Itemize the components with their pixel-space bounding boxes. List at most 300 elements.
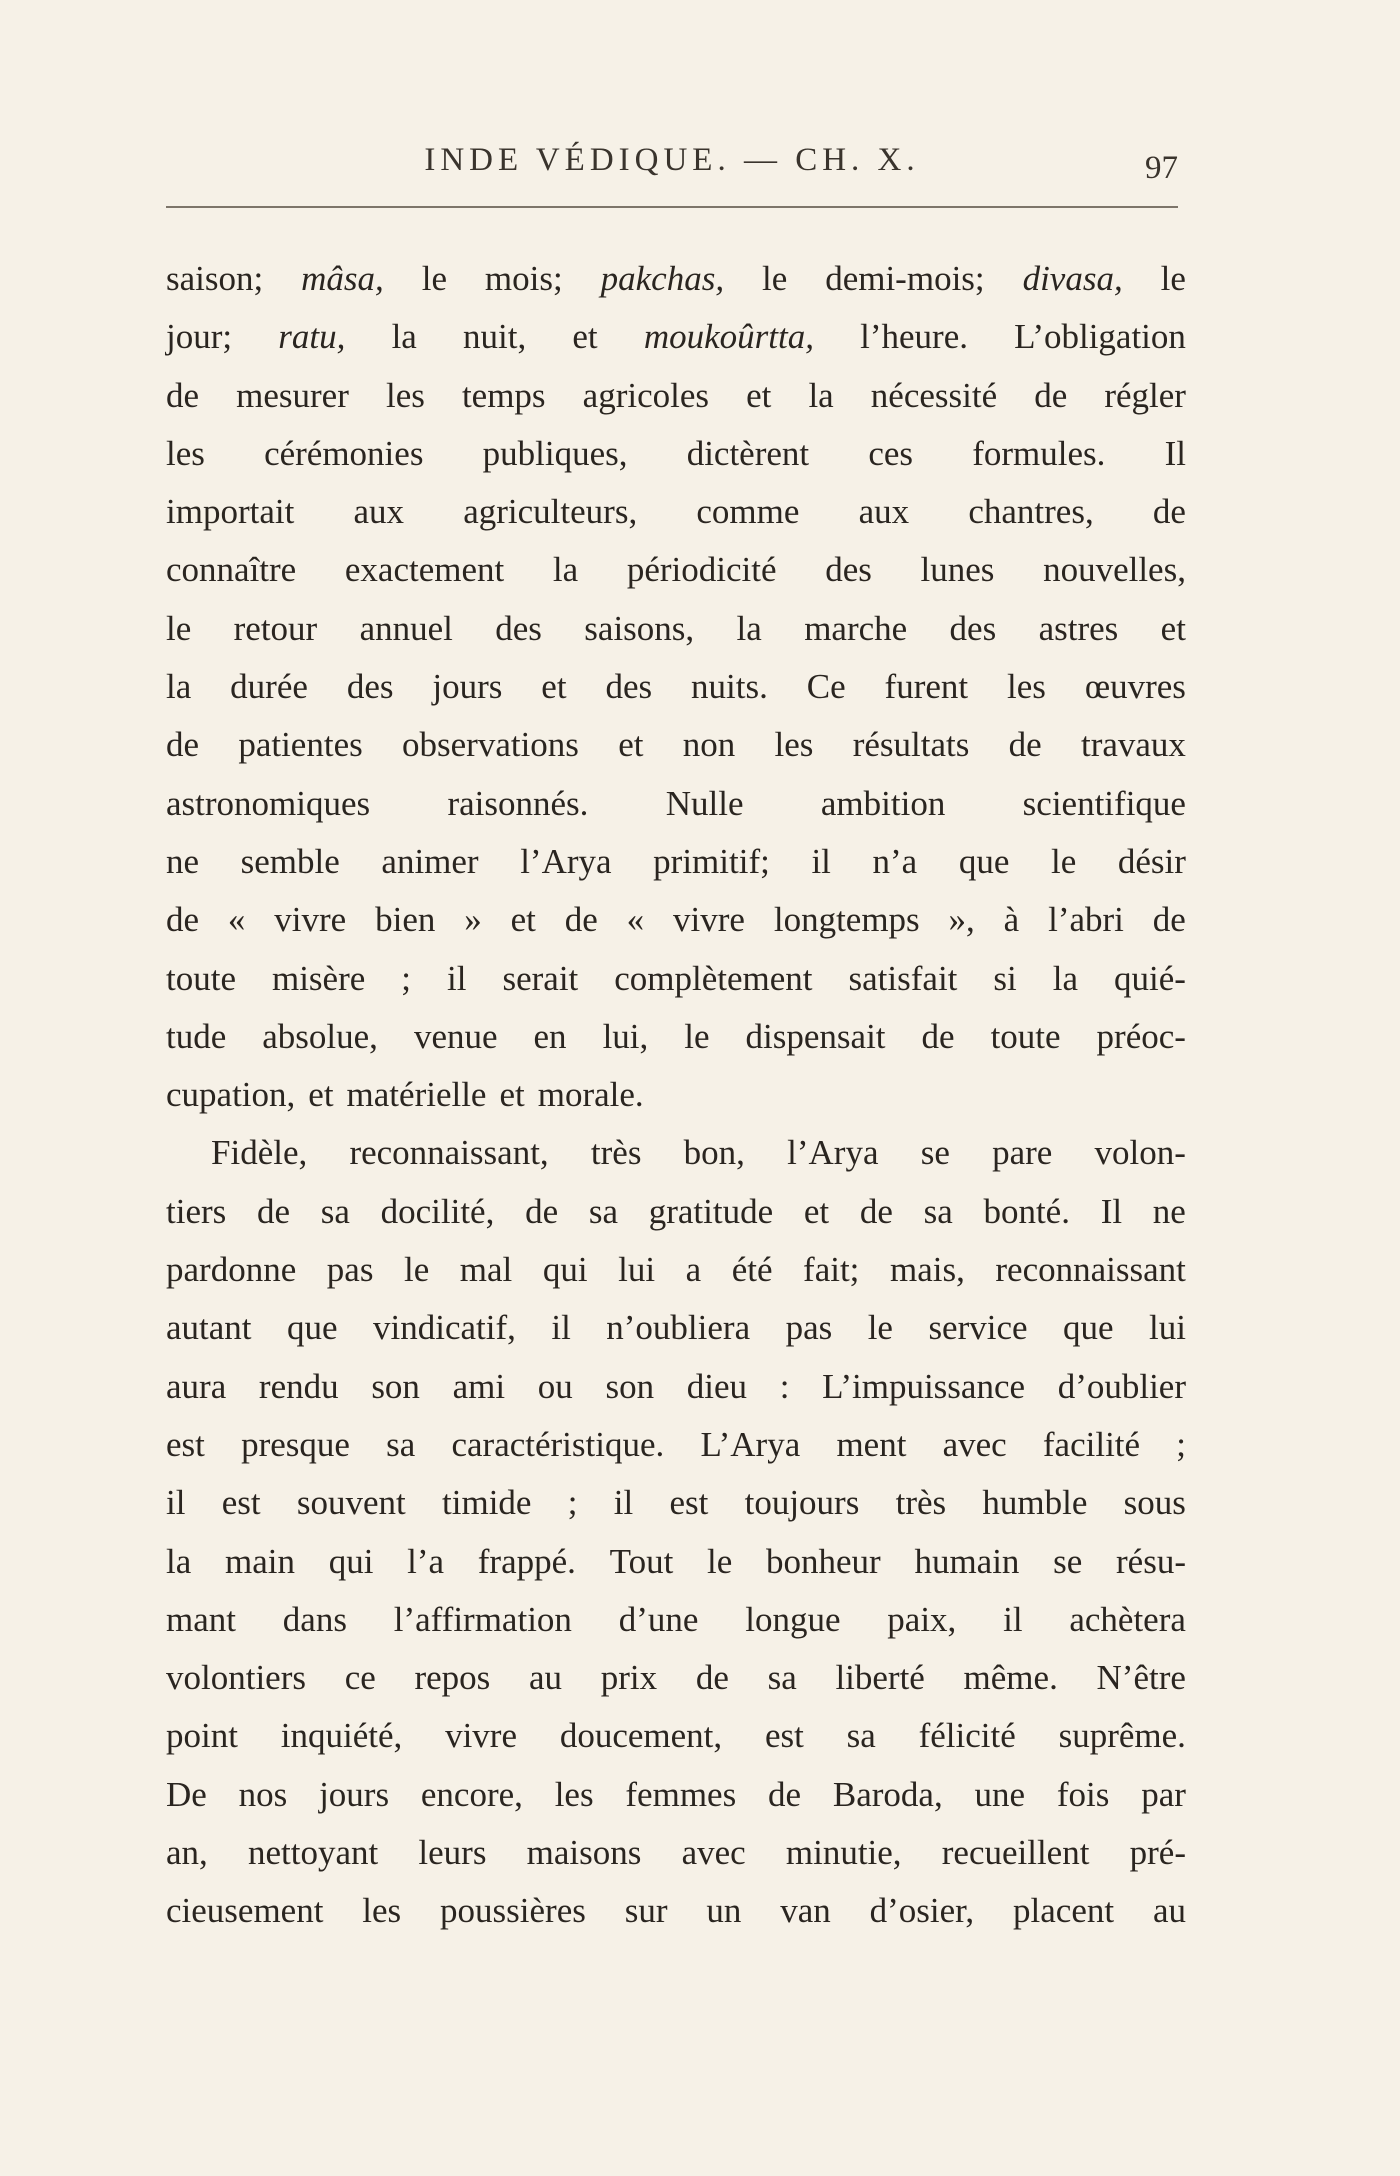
text-line [166,658,1186,716]
word: Il [1164,433,1186,473]
word: la [1052,958,1079,998]
word: De [166,1774,207,1814]
word: complètement [614,958,813,998]
text-line [166,891,1186,949]
word: est [166,1424,205,1464]
word: nuit, [463,317,527,357]
text-line [166,950,1186,1008]
word: il [447,958,467,998]
word: des [605,667,653,707]
word: il [551,1308,571,1348]
word: le [1160,259,1186,298]
word: doucement, [559,1716,723,1756]
word: l’affirmation [393,1599,572,1639]
word: longue [745,1599,841,1639]
word: des [949,608,997,648]
word: résu- [1116,1541,1186,1581]
word: ce [344,1658,376,1698]
word: nouvelles, [1043,550,1186,590]
word: son [371,1366,420,1406]
word: pare [992,1133,1053,1173]
word: ami [452,1366,506,1406]
word: minutie, [785,1833,902,1873]
word: très [590,1133,642,1173]
word: annuel [359,608,453,648]
word: primitif; [653,841,770,881]
word: sa [588,1191,618,1231]
word: la [166,1541,192,1581]
word: van [780,1891,831,1931]
word: jours [432,667,503,707]
word: placent [1013,1891,1115,1931]
word: retour [233,608,318,648]
word: les [385,375,425,415]
word: le [421,259,447,298]
word: le [867,1308,893,1348]
word: bien [375,900,436,940]
word: exactement [344,550,505,590]
word: sur [624,1891,668,1931]
word: service [928,1308,1028,1348]
word: formules. [972,433,1106,473]
italic-word: ratu, [278,317,346,357]
word: par [1141,1774,1186,1814]
word: aura [166,1366,227,1406]
word: nettoyant [247,1833,379,1873]
text-line [166,1299,1186,1357]
word: L’obligation [1014,317,1186,357]
word: ; [401,958,412,998]
word: vivre [445,1716,517,1756]
word: et [541,667,567,707]
word: chantres, [968,492,1094,532]
word: désir [1117,841,1186,881]
word: », [948,900,975,940]
word: il [811,841,831,881]
word: que [1063,1308,1114,1348]
word: se [1053,1541,1083,1581]
word: de [695,1658,729,1698]
text-line [166,425,1186,483]
word: quié- [1114,958,1186,998]
word: pré- [1129,1833,1186,1873]
word: presque [241,1424,350,1464]
word: serait [502,958,579,998]
word: de [768,1774,802,1814]
word: scientifique [1022,783,1186,823]
italic-word: moukoûrtta, [643,317,814,357]
word: l’heure. [860,317,968,357]
word: misère [271,958,366,998]
word: et [746,375,772,415]
word: des [346,667,394,707]
word: volon- [1094,1133,1186,1173]
word: Fidèle, [211,1133,308,1173]
word: les [362,1891,402,1931]
header-rule [166,206,1178,208]
word: animer [381,841,479,881]
word: le [166,608,192,648]
word: et [1160,608,1186,648]
word: connaître [166,550,297,590]
word: » [464,900,482,940]
word: repos [414,1658,491,1698]
word: venue [413,1016,498,1056]
word: avec [942,1424,1007,1464]
word: vivre [673,900,745,940]
word: lunes [920,550,995,590]
word: sous [1123,1483,1186,1523]
word: saison; [166,259,264,298]
word: facilité [1042,1424,1141,1464]
word: et [803,1191,830,1231]
text-line [166,1416,1186,1474]
word: qui [328,1541,374,1581]
word: mesurer [236,375,349,415]
word: marche [804,608,908,648]
word: observations [402,725,579,765]
word: le [403,1250,430,1290]
word: n’a [872,841,918,881]
word: Tout [609,1541,674,1581]
word: Il [1100,1191,1123,1231]
word: est [764,1716,804,1756]
word: les [554,1774,594,1814]
word: durée [230,667,308,707]
page-header [166,136,1178,196]
word: de [859,1191,893,1231]
word: sa [320,1191,350,1231]
word: recueillent [941,1833,1090,1873]
word: : [779,1366,790,1406]
text-line [166,716,1186,774]
running-head: INDE VÉDIQUE. — CH. X. [424,142,920,178]
word: de [525,1191,559,1231]
word: prix [600,1658,658,1698]
word: et [618,725,644,765]
text-line [166,1474,1186,1532]
word: et [572,317,598,357]
word: volontiers [166,1658,306,1698]
word: nuits. [691,667,768,707]
word: mant [166,1599,236,1639]
word: la [736,608,762,648]
word: agricoles [582,375,709,415]
text-line [166,250,1186,308]
word: fois [1056,1774,1110,1814]
word: cupation, [166,1075,296,1115]
word: pardonne [166,1250,297,1290]
word: rendu [258,1366,339,1406]
word: patientes [238,725,363,765]
word: satisfait [848,958,958,998]
word: le [684,1016,710,1056]
text-line [166,1649,1186,1707]
word: bonté. [983,1191,1070,1231]
word: ou [537,1366,573,1406]
word: point [166,1716,238,1756]
word: aux [858,492,910,532]
word: la [808,375,834,415]
word: résultats [852,725,970,765]
word: N’être [1096,1658,1186,1698]
word: dispensait [745,1016,886,1056]
word: Ce [806,667,846,707]
word: reconnaissant [995,1250,1186,1290]
word: morale. [537,1075,644,1115]
word: sa [767,1658,797,1698]
word: son [605,1366,655,1406]
word: ne [166,841,200,881]
page-number: 97 [1145,150,1178,186]
word: ces [868,433,914,473]
word: travaux [1080,725,1186,765]
word: de [921,1016,955,1056]
word: mois; [484,259,563,298]
word: vindicatif, [373,1308,516,1348]
word: liberté [835,1658,925,1698]
word: humain [914,1541,1020,1581]
word: « [227,900,246,940]
word: jour; [166,317,233,357]
word: l’abri [1048,900,1124,940]
word: cérémonies [264,433,424,473]
word: même. [963,1658,1058,1698]
text-line [166,1533,1186,1591]
word: maisons [526,1833,642,1873]
word: astronomiques [166,783,371,823]
word: à [1003,900,1020,940]
word: demi-mois; [825,259,985,298]
word: souvent [296,1483,406,1523]
word: humble [982,1483,1088,1523]
word: reconnaissant, [349,1133,549,1173]
word: d’oublier [1057,1366,1186,1406]
word: l’Arya [787,1133,879,1173]
word: de [166,375,200,415]
word: poussières [440,1891,586,1931]
word: il [166,1483,186,1523]
word: mal [459,1250,513,1290]
word: nos [238,1774,288,1814]
text-line [166,1241,1186,1299]
word: comme [696,492,800,532]
word: avec [681,1833,746,1873]
text-line [166,1766,1186,1824]
word: ne [1152,1191,1186,1231]
word: pas [326,1250,374,1290]
word: régler [1104,375,1186,415]
word: la [391,317,417,357]
word: docilité, [380,1191,495,1231]
word: mais, [889,1250,965,1290]
word: suprême. [1058,1716,1186,1756]
word: non [682,725,736,765]
word: de [1008,725,1042,765]
text-line [166,541,1186,599]
word: une [974,1774,1026,1814]
word: lui [1149,1308,1186,1348]
word: les [774,725,814,765]
word: matérielle [346,1075,487,1115]
word: le [1050,841,1077,881]
word: tude [166,1016,227,1056]
word: lui, [602,1016,649,1056]
word: que [287,1308,338,1348]
word: importait [166,492,295,532]
text-line [166,1183,1186,1241]
word: est [221,1483,261,1523]
word: toute [166,958,236,998]
word: a [685,1250,702,1290]
text-line [166,1882,1186,1940]
word: achètera [1069,1599,1186,1639]
word: il [1003,1599,1023,1639]
word: frappé. [477,1541,576,1581]
text-line [166,308,1186,366]
word: nécessité [870,375,998,415]
word: les [1007,667,1046,707]
word: L’impuissance [822,1366,1026,1406]
word: et [308,1075,334,1115]
word: aux [353,492,405,532]
word: pas [785,1308,833,1348]
word: bon, [683,1133,745,1173]
word: de [1034,375,1068,415]
word: en [533,1016,567,1056]
text-line [166,1707,1186,1765]
word: l’Arya [520,841,612,881]
word: caractéristique. [451,1424,665,1464]
word: de [1152,492,1186,532]
word: les [166,433,205,473]
text-line [166,775,1186,833]
word: dans [282,1599,347,1639]
word: ; [567,1483,578,1523]
text-line [166,600,1186,658]
word: ; [1176,1424,1186,1464]
word: que [958,841,1010,881]
word: félicité [918,1716,1016,1756]
word: sa [846,1716,876,1756]
word: tiers [166,1191,227,1231]
italic-word: mâsa, [301,259,384,298]
italic-word: pakchas, [600,259,725,298]
word: absolue, [262,1016,378,1056]
word: saisons, [584,608,695,648]
word: sa [923,1191,953,1231]
word: et [510,900,536,940]
word: longtemps [773,900,920,940]
word: « [626,900,645,940]
word: fait; [803,1250,860,1290]
text-line [166,1591,1186,1649]
word: et [499,1075,525,1115]
text-line [166,1824,1186,1882]
word: timide [442,1483,532,1523]
word: qui [542,1250,588,1290]
text-line [166,1066,1186,1124]
italic-word: divasa, [1022,259,1123,298]
word: il [613,1483,634,1523]
word: main [224,1541,295,1581]
word: semble [240,841,340,881]
word: au [528,1658,563,1698]
word: Baroda, [832,1774,943,1814]
word: toute [990,1016,1061,1056]
word: temps [461,375,546,415]
word: ambition [820,783,946,823]
word: Nulle [665,783,744,823]
word: autant [166,1308,252,1348]
word: un [706,1891,742,1931]
word: vivre [274,900,347,940]
text-line [166,1124,1186,1182]
word: ment [836,1424,907,1464]
word: la [166,667,192,707]
word: des [495,608,542,648]
word: an, [166,1833,208,1873]
word: d’osier, [869,1891,975,1931]
word: dieu [686,1366,748,1406]
word: furent [884,667,969,707]
word: inquiété, [280,1716,403,1756]
word: dictèrent [686,433,810,473]
text-line [166,1008,1186,1066]
word: bonheur [766,1541,881,1581]
word: sa [386,1424,416,1464]
text-line [166,367,1186,425]
word: lui [618,1250,656,1290]
word: d’une [618,1599,699,1639]
word: n’oubliera [606,1308,751,1348]
word: le [762,259,788,298]
word: femmes [625,1774,737,1814]
word: de [1152,900,1186,940]
word: est [669,1483,709,1523]
word: leurs [418,1833,487,1873]
word: agriculteurs, [463,492,638,532]
word: la [552,550,579,590]
word: des [825,550,872,590]
word: si [993,958,1017,998]
word: de [256,1191,291,1231]
word: astres [1038,608,1119,648]
body-text [166,250,1186,1941]
text-line [166,483,1186,541]
word: préoc- [1096,1016,1186,1056]
word: se [920,1133,950,1173]
word: gratitude [648,1191,774,1231]
text-line [166,1358,1186,1416]
word: très [895,1483,947,1523]
word: le [707,1541,733,1581]
word: jours [319,1774,390,1814]
word: toujours [744,1483,860,1523]
word: de [166,900,200,940]
word: de [166,725,200,765]
word: cieusement [166,1891,324,1931]
word: raisonnés. [447,783,589,823]
word: au [1152,1891,1186,1931]
word: de [564,900,598,940]
word: publiques, [482,433,628,473]
word: paix, [887,1599,957,1639]
word: encore, [420,1774,523,1814]
word: été [731,1250,773,1290]
word: L’Arya [700,1424,801,1464]
word: œuvres [1084,667,1186,707]
